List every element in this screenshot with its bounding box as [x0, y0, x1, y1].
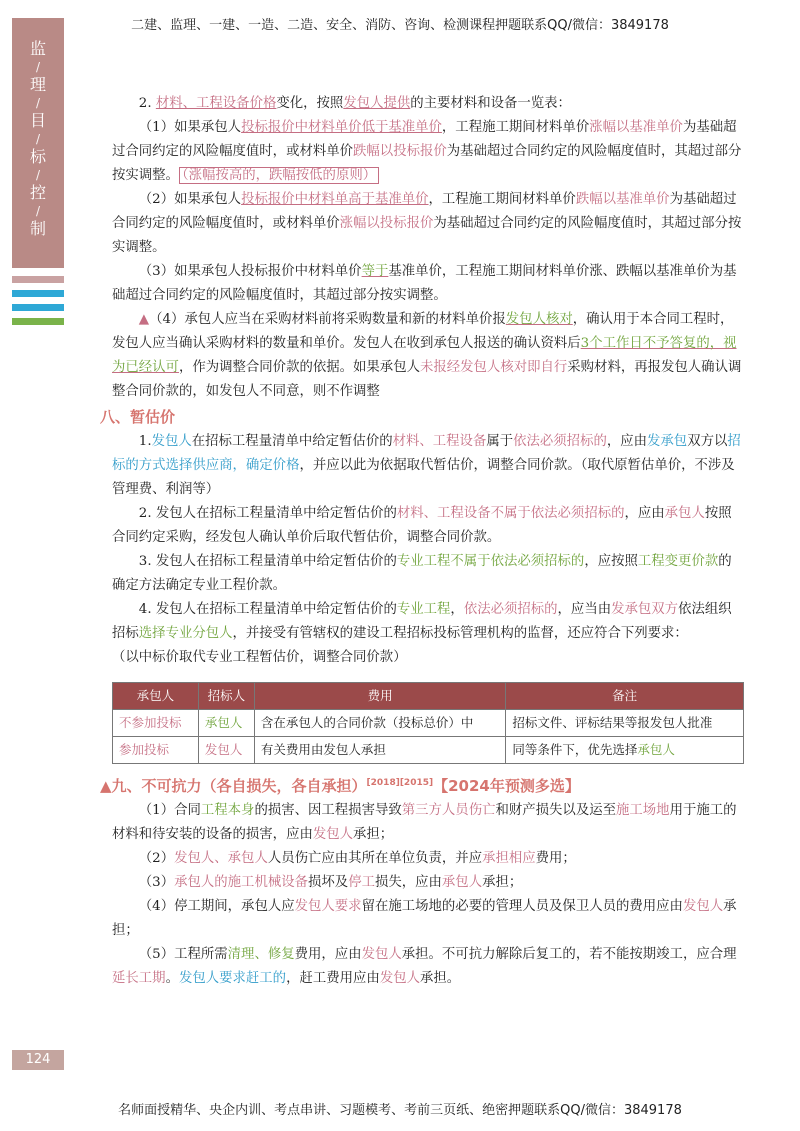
text: 用于施工的材料和待安装的设备的损害，应由 [112, 803, 737, 842]
text: （4）停工期间，承包人应 [138, 899, 295, 914]
sidebar-char: 标 [29, 147, 46, 166]
cell-text: 招标文件、评标结果等报发包人批准 [512, 715, 713, 730]
color-bar-pink [12, 276, 64, 283]
highlight: 工程变更价款 [637, 554, 719, 569]
sidebar-sep: / [35, 168, 41, 182]
highlight: 专业工程 [396, 602, 451, 617]
highlight: 发包人提供 [343, 96, 411, 111]
para-2-4 [112, 308, 744, 404]
highlight: 投标报价中材料单高于基准单价 [241, 192, 429, 207]
triangle-icon: ▲ [138, 312, 150, 327]
text: 损坏及 [308, 875, 349, 890]
section-9-heading: ▲九、不可抗力（各自损失，各自承担） [100, 777, 367, 795]
table-cell: 不参加投标 [113, 710, 199, 737]
highlight: 第三方人员伤亡 [401, 803, 496, 818]
text: 变化，按照 [276, 96, 344, 111]
text: 的损害、因工程损害导致 [254, 803, 402, 818]
text: 承担； [353, 827, 394, 842]
highlight: 承包人 [664, 506, 705, 521]
table-header: 承包人 [113, 683, 199, 710]
text: ，确认用于本合同工程时，发包人应当确认采购材料的数量和单价。发包人在收到承包人报送的确认资料后 [112, 312, 734, 351]
page-header: 二建、监理、一建、一造、二造、安全、消防、咨询、检测课程押题联系QQ/微信：3849178 [131, 18, 669, 33]
table-cell: 有关费用由发包人承担 [254, 737, 506, 764]
text: 为基础超过合同约定的风险幅度值时，其超过部分按实调整。 [112, 144, 742, 183]
text: 基准单价，工程施工期间材料单价涨、跌幅以基准单价为基础超过合同约定的风险幅度值时，其超过部分按实调整。 [112, 264, 737, 303]
highlight: 发包人要求 [294, 899, 362, 914]
section-8-title: 八、暂估价 [100, 408, 176, 426]
para-8-4-note: （以中标价取代专业工程暂估价，调整合同价款） [112, 650, 407, 665]
highlight: 发包人 [379, 971, 420, 986]
highlight: 涨幅以基准单价 [589, 120, 683, 135]
para-2-1 [112, 116, 744, 188]
highlight: 投标报价中材料单价低于基准单价 [241, 120, 442, 135]
text: 承担； [482, 875, 523, 890]
text: 1. [138, 434, 152, 449]
para-9-3 [112, 871, 744, 895]
text: ，应由 [606, 434, 648, 449]
text: ，作为调整合同价款的依据。如果承包人 [178, 360, 420, 375]
sidebar-sep: / [35, 132, 41, 146]
text: 4. 发包人在招标工程量清单中给定暂估价的 [138, 602, 397, 617]
sidebar-sep: / [35, 204, 41, 218]
para-8-2 [112, 502, 744, 550]
cell-highlight: 承包人 [637, 742, 675, 757]
table-header-row [113, 683, 744, 710]
table-header: 费用 [254, 683, 506, 710]
highlight: 发包人 [361, 947, 402, 962]
highlight: 依法必须招标的 [463, 602, 558, 617]
text: （4）承包人应当在采购材料前将采购数量和新的材料单价报 [149, 312, 506, 327]
para-8-3 [112, 550, 744, 598]
highlight: 涨幅以投标报价 [339, 216, 434, 231]
para-8-4 [112, 598, 744, 646]
highlight: 施工场地 [616, 803, 670, 818]
highlight: 等于 [361, 264, 389, 279]
text: 按照合同约定采购，经发包人确认单价后取代暂估价，调整合同价款。 [112, 506, 732, 545]
highlight: 发承包 [647, 434, 688, 449]
text: 人员伤亡应由其所在单位负责，并应 [267, 851, 483, 866]
table-cell: 发包人 [198, 737, 254, 764]
text: ，并应以此为依据取代暂估价，调整合同价款。（取代原暂估单价，不涉及管理费、利润等） [112, 458, 735, 497]
sidebar-sep: / [35, 96, 41, 110]
table-cell [506, 710, 744, 737]
highlight: 承包人的施工机械设备 [174, 875, 309, 890]
text: 的主要材料和设备一览表： [410, 96, 571, 111]
table-row [113, 710, 744, 737]
text: ，工程施工期间材料单价 [428, 192, 576, 207]
highlight: 发包人 [151, 434, 192, 449]
prediction-tag: 【2024年预测多选】 [433, 777, 580, 795]
text: 3. 发包人在招标工程量清单中给定暂估价的 [138, 554, 397, 569]
exam-years: [2018][2015] [366, 778, 434, 788]
bid-table [112, 682, 744, 764]
sidebar-char: 监 [29, 39, 46, 58]
text: （2） [138, 851, 175, 866]
text: 和财产损失以及运至 [495, 803, 616, 818]
section-9-title [100, 770, 744, 799]
para-9-4 [112, 895, 744, 943]
para-9-5 [112, 943, 744, 991]
highlight: 发承包双方 [611, 602, 679, 617]
table-row [113, 737, 744, 764]
table-cell: 参加投标 [113, 737, 199, 764]
color-bar-green [12, 318, 64, 325]
text: 为基础超过合同约定的风险幅度值时，或材料单价 [112, 192, 737, 231]
cell-text: 同等条件下，优先选择 [512, 742, 638, 757]
highlight: 依法必须招标的 [513, 434, 607, 449]
text: 采购材料，再报发包人确认调整合同价款的，如发包人不同意，则不作调整 [112, 360, 742, 399]
highlight: 专业工程不属于依法必须招标的 [396, 554, 585, 569]
highlight: 发包人要求赶工的 [178, 971, 287, 986]
text: （3） [138, 875, 175, 890]
text: 留在施工场地的必要的管理人员及保卫人员的费用应由 [361, 899, 683, 914]
text: ，应当由 [557, 602, 612, 617]
sidebar-char: 理 [29, 75, 46, 94]
table-cell [506, 737, 744, 764]
highlight: 停工 [348, 875, 375, 890]
text: 费用； [535, 851, 576, 866]
highlight: 3个工作日不予答复的，视为已经认可 [112, 336, 737, 375]
text: 承担。不可抗力解除后复工的，若不能按期竣工，应合理 [401, 947, 737, 962]
highlight: 延长工期 [112, 971, 166, 986]
sidebar-char: 制 [29, 219, 46, 238]
table-header: 招标人 [198, 683, 254, 710]
para-2-3 [112, 260, 744, 308]
note-box: （涨幅按高的，跌幅按低的原则） [179, 167, 379, 184]
highlight: 清理、修复 [227, 947, 295, 962]
highlight: 发包人 [682, 899, 724, 914]
text: （2）如果承包人 [138, 192, 242, 207]
para-2-2 [112, 188, 744, 260]
table-header: 备注 [506, 683, 744, 710]
text: 承担。 [419, 971, 461, 986]
highlight: 发包人核对 [505, 312, 573, 327]
sidebar-title [20, 40, 56, 238]
text: 费用，应由 [294, 947, 362, 962]
text: 的确定方法确定专业工程价款。 [112, 554, 732, 593]
page-number: 124 [12, 1050, 64, 1070]
table-cell: 承包人 [198, 710, 254, 737]
text: 承担； [112, 899, 737, 938]
text: 为基础超过合同约定的风险幅度值时，或材料单价 [112, 120, 737, 159]
para-9-1 [112, 799, 744, 847]
highlight: 材料、工程设备 [392, 434, 487, 449]
highlight: 跌幅以基准单价 [575, 192, 670, 207]
highlight: 跌幅以投标报价 [353, 144, 447, 159]
table-cell: 含在承包人的合同价款（投标总价）中 [254, 710, 506, 737]
text: 为基础超过合同约定的风险幅度值时，其超过部分按实调整。 [112, 216, 742, 255]
page-footer: 名师面授精华、央企内训、考点串讲、习题模考、考前三页纸、绝密押题联系QQ/微信：3849178 [118, 1103, 682, 1118]
highlight: 承包人 [441, 875, 483, 890]
text: 2. 发包人在招标工程量清单中给定暂估价的 [138, 506, 397, 521]
text: 。 [165, 971, 179, 986]
highlight: 招标的方式选择供应商，确定价格 [112, 434, 741, 473]
sidebar-char: 目 [29, 111, 46, 130]
sidebar-char: 控 [29, 183, 46, 202]
text: （1）如果承包人 [138, 120, 242, 135]
color-bar-blue-2 [12, 304, 64, 311]
page-content [100, 92, 744, 991]
text: 损失，应由 [374, 875, 442, 890]
text: 在招标工程量清单中给定暂估价的 [191, 434, 393, 449]
text: 双方以 [687, 434, 728, 449]
highlight: 发包人 [312, 827, 354, 842]
para-2 [112, 92, 744, 116]
highlight: 材料、工程设备不属于依法必须招标的 [396, 506, 625, 521]
text: 依法组织招标 [112, 602, 732, 641]
text: ，赶工费用应由 [286, 971, 380, 986]
text: （1）合同 [138, 803, 201, 818]
highlight: 承担相应 [482, 851, 536, 866]
highlight: 选择专业分包人 [138, 626, 233, 641]
text: ，工程施工期间材料单价 [441, 120, 590, 135]
text: （5）工程所需 [138, 947, 228, 962]
para-9-2 [112, 847, 744, 871]
text: ，应由 [624, 506, 665, 521]
text: 属于 [486, 434, 514, 449]
highlight: 材料、工程设备价格 [155, 96, 277, 111]
sidebar-sep: / [35, 60, 41, 74]
text: （3）如果承包人投标报价中材料单价 [138, 264, 362, 279]
color-bar-blue-1 [12, 290, 64, 297]
text: ， [450, 602, 464, 617]
text: ，应按照 [584, 554, 638, 569]
text: 2. [138, 96, 152, 111]
highlight: 未报经发包人核对即自行 [419, 360, 568, 375]
text: ，并接受有管辖权的建设工程招标投标管理机构的监督，还应符合下列要求： [232, 626, 688, 641]
highlight: 工程本身 [200, 803, 255, 818]
para-8-1 [112, 430, 744, 502]
highlight: 发包人、承包人 [174, 851, 268, 866]
